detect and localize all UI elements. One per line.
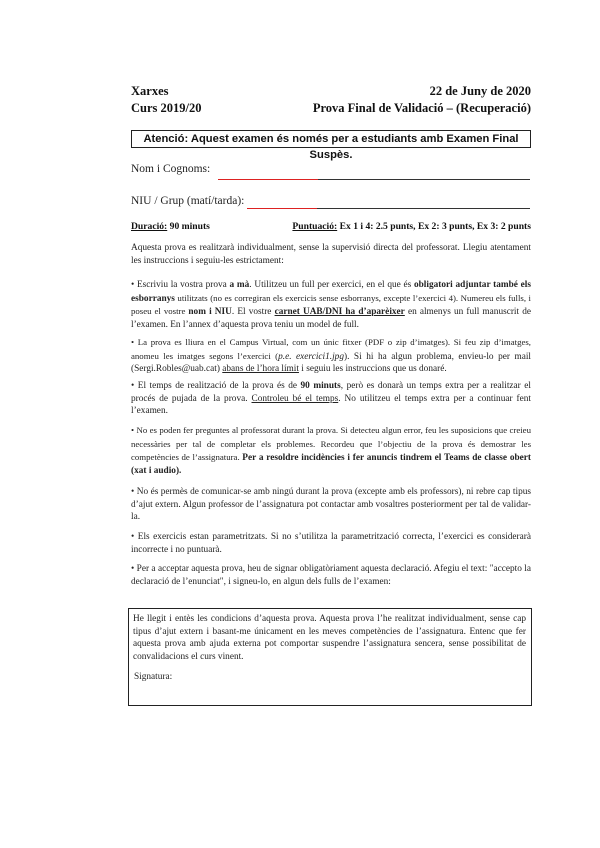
exam-date: 22 de Juny de 2020 [429,84,531,98]
instruction-communication: • No és permès de comunicar-se amb ningú durant la prova (excepte amb els professors), ni rebre cap tipus d’ajut extern. Algun professor de l’assignatura pot contactar amb vosaltres posteriorment per tal de validar-la. [131,487,531,522]
exam-title: Prova Final de Validació – (Recuperació) [312,101,531,115]
instruction-parameters: • Els exercicis estan parametritzats. Si no s’utilitza la parametrització correcta, l’exercici es considerarà incorrecte i no puntuarà. [131,532,531,555]
declaration-text: He llegit i entès les condicions d’aquesta prova. Aquesta prova l’he realitzat individualment, sense cap tipus d’ajut extern i basant-me únicament en les meves competències de l’assignatura. Entenc que fer aquesta prova amb ajuda externa pot comportar suspendre l’assignatura sencera, sense possibilitat de convalidacions el curs vinent. [133,614,526,662]
duration-value: 90 minuts [169,221,210,232]
score-info [292,221,531,232]
declaration-box [128,608,532,706]
intro-paragraph: Aquesta prova es realitzarà individualment, sense la supervisió directa del professorat. Llegiu atentament les instruccions i seguiu-les estrictament: [131,243,531,266]
instruction-questions: • No es poden fer preguntes al professorat durant la prova. Si detecteu algun error, feu les suposicions que creieu necessàries per tal de completar els problemes. Recordeu que l’objectiu de la prova és demostrar les competències de l’assignatura. Per a resoldre incidències i fer anuncis tindrem el Teams de classe obert (xat i audio). [131,425,531,476]
instruction-handwritten: • Escriviu la vostra prova a mà. Utilitzeu un full per exercici, en el que és obligatori adjuntar també els esborranys utilitzats (no es corregiran els exercicis sense esborranys, excepte l’exercici 4). Numereu els fulls, i poseu el vostre nom i NIU. El vostre carnet UAB/DNI ha d’aparèixer en almenys un full manuscrit de l’examen. En l’annex d’aquesta prova teniu un model de full. [131,280,531,330]
niu-line[interactable] [247,208,530,209]
score-value: Ex 1 i 4: 2.5 punts, Ex 2: 3 punts, Ex 3: 2 punts [339,221,531,232]
name-label: Nom i Cognoms: [131,163,211,175]
niu-label: NIU / Grup (matí/tarda): [131,195,245,207]
signature-label: Signatura: [134,672,173,682]
course-year: Curs 2019/20 [131,101,202,115]
duration-label: Duració: [131,221,168,232]
name-line[interactable] [218,179,530,180]
exam-meta [131,221,531,232]
notice-box: Atenció: Aquest examen és només per a estudiants amb Examen Final Suspès. [131,130,531,148]
subject-title: Xarxes [131,84,169,98]
instruction-submission: • La prova es lliura en el Campus Virtual, com un únic fitxer (PDF o zip d’imatges). Si feu zip d’imatges, anomeu les imatges segons l’exercici (p.e. exercici1.jpg). Si hi ha algun problema, envieu-lo per mail (Sergi.Robles@uab.cat) abans de l’hora límit i seguiu les instruccions que us donaré. [131,337,532,374]
score-label: Puntuació: [292,221,338,232]
instruction-time: • El temps de realització de la prova és de 90 minuts, però es donarà un temps extra per a realitzar el procés de pujada de la prova. Controleu bé el temps. No utilitzeu el temps extra per a continuar fent l’examen. [131,381,531,416]
instruction-declaration: • Per a acceptar aquesta prova, heu de signar obligatòriament aquesta declaració. Afegiu el text: "accepto la declaració de l’enunciat", i signeu-lo, en algun dels fulls de l’examen: [131,564,531,587]
